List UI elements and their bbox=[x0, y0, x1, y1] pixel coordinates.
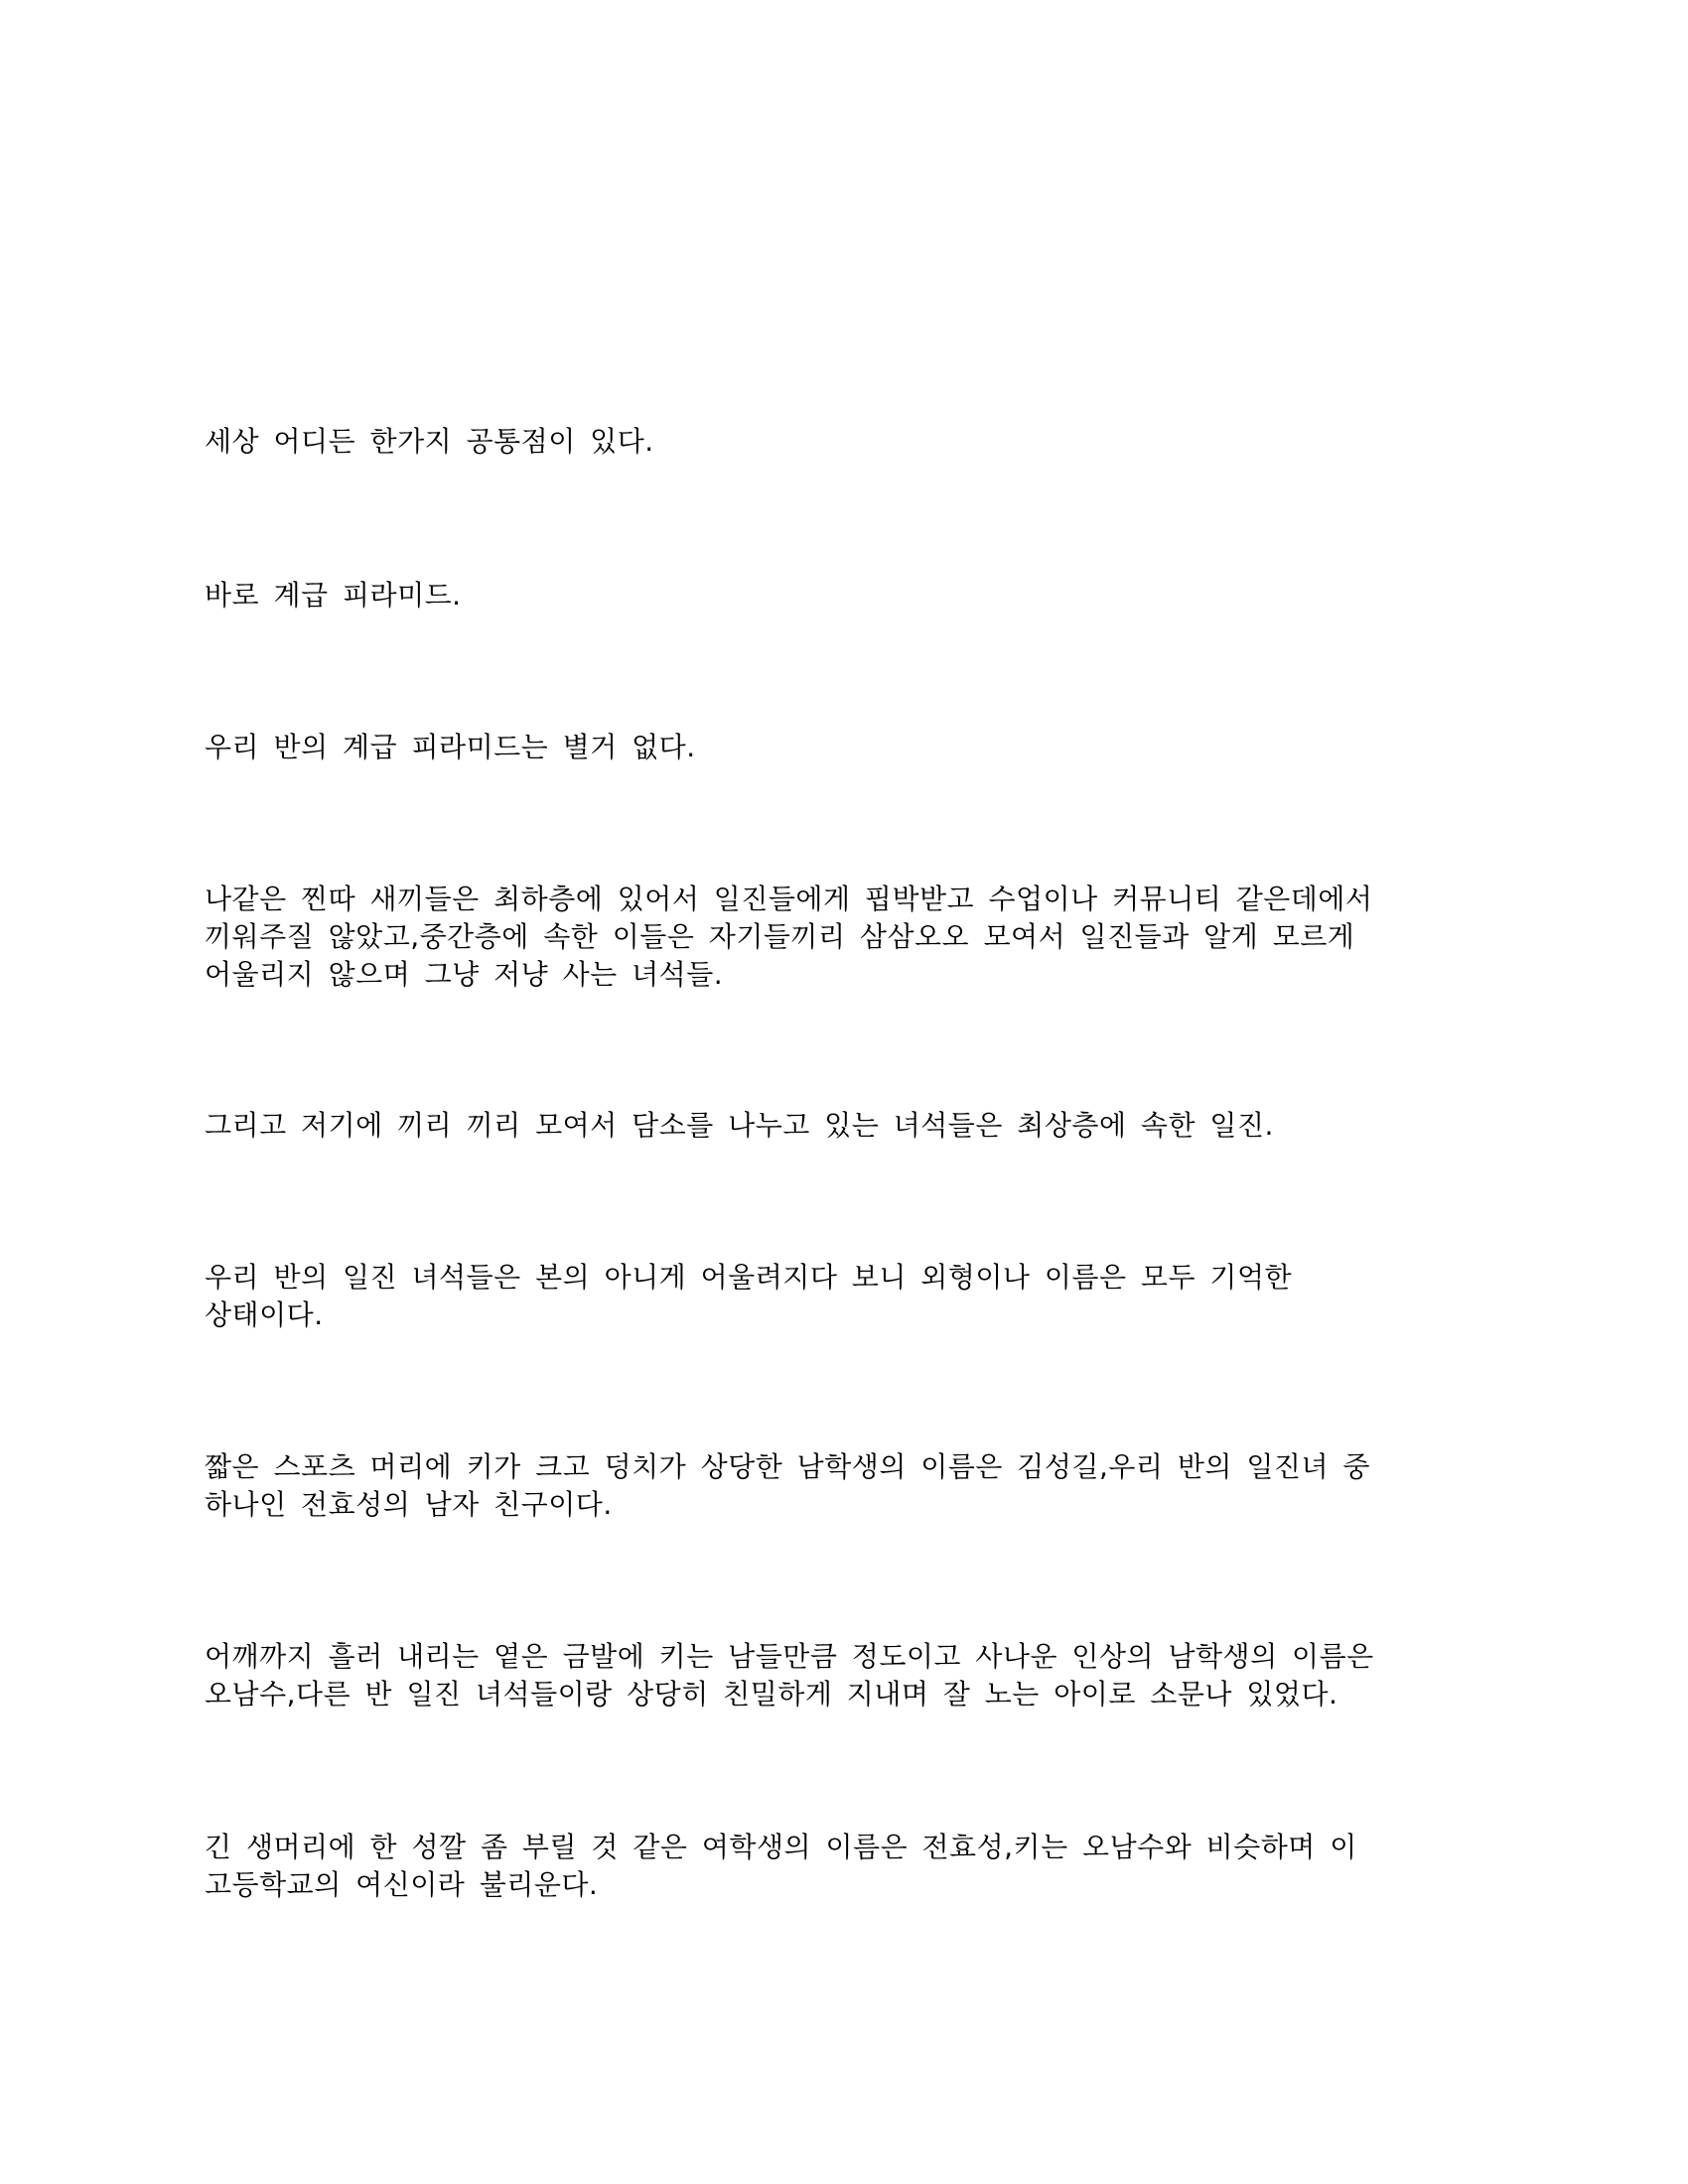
text-line: 어울리지 않으며 그냥 저냥 사는 녀석들. bbox=[205, 958, 724, 991]
paragraph bbox=[205, 1638, 1466, 1713]
text-line: 세상 어디든 한가지 공통점이 있다. bbox=[205, 425, 654, 458]
text-line: 고등학교의 여신이라 불리운다. bbox=[205, 1868, 599, 1901]
paragraph bbox=[205, 1259, 1466, 1334]
text-line: 바로 계급 피라미드. bbox=[205, 579, 462, 612]
paragraph bbox=[205, 1448, 1466, 1524]
paragraph bbox=[205, 881, 1466, 994]
text-line: 우리 반의 계급 피라미드는 별거 없다. bbox=[205, 731, 696, 763]
text-line: 나같은 찐따 새끼들은 최하층에 있어서 일진들에게 핍박받고 수업이나 커뮤니티 같은데에서 bbox=[205, 883, 1373, 915]
text-line: 짧은 스포츠 머리에 키가 크고 덩치가 상당한 남학생의 이름은 김성길,우리 반의 일진녀 중 bbox=[205, 1450, 1370, 1483]
text-line: 오남수,다른 반 일진 녀석들이랑 상당히 친밀하게 지내며 잘 노는 아이로 소문나 있었다. bbox=[205, 1678, 1338, 1710]
text-line: 하나인 전효성의 남자 친구이다. bbox=[205, 1488, 613, 1521]
paragraph bbox=[205, 423, 1466, 461]
paragraph bbox=[205, 729, 1466, 766]
text-line: 상태이다. bbox=[205, 1298, 324, 1331]
text-line: 우리 반의 일진 녀석들은 본의 아니게 어울려지다 보니 외형이나 이름은 모두 기억한 bbox=[205, 1261, 1293, 1294]
text-line: 끼워주질 않았고,중간층에 속한 이들은 자기들끼리 삼삼오오 모여서 일진들과 알게 모르게 bbox=[205, 920, 1355, 953]
text-line: 긴 생머리에 한 성깔 좀 부릴 것 같은 여학생의 이름은 전효성,키는 오남수와 비슷하며 이 bbox=[205, 1831, 1357, 1863]
paragraph bbox=[205, 1829, 1466, 1904]
paragraph bbox=[205, 1107, 1466, 1145]
text-line: 그리고 저기에 끼리 끼리 모여서 담소를 나누고 있는 녀석들은 최상층에 속한 일진. bbox=[205, 1109, 1274, 1142]
text-line: 어깨까지 흘러 내리는 옅은 금발에 키는 남들만큼 정도이고 사나운 인상의 남학생의 이름은 bbox=[205, 1640, 1374, 1673]
paragraph bbox=[205, 577, 1466, 614]
